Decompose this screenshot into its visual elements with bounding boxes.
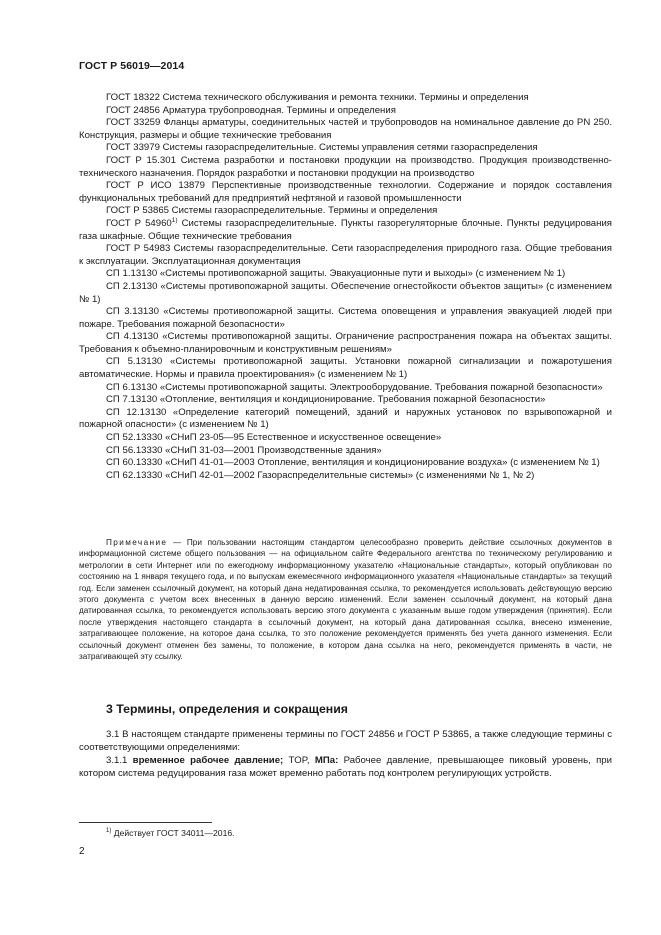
document-header: ГОСТ Р 56019—2014 xyxy=(79,60,185,72)
reference-item-with-footnote xyxy=(79,218,612,243)
reference-item: СП 6.13130 «Системы противопожарной защиты. Электрооборудование. Требования пожарной безопасности» xyxy=(106,381,603,393)
footnote-text: Действует ГОСТ 34011—2016. xyxy=(111,827,235,838)
reference-item: ГОСТ Р ИСО 13879 Перспективные производственные технологии. Содержание и порядок составления функциональных требований для предприятий нефтяной и газовой промышленности xyxy=(79,180,612,204)
section-heading: 3 Термины, определения и сокращения xyxy=(106,702,348,716)
note-text: — При пользовании настоящим стандартом целесообразно проверить действие ссылочных документов в информационной системе общего пользования — на официальном сайте Федерального агентства по техническому регулированию и метрологии в сети Интернет или по ежегодному информационному указателю «Национальные стандарты», который опубликован по состоянию на 1 января текущего года, и по выпускам ежемесячного информационного указателя «Национальные стандарты» за текущий год. Если заменен ссылочный документ, на который дана недатированная ссылка, то рекомендуется использовать действующую версию этого документа с учетом всех внесенных в данную версию изменений. Если заменен ссылочный документ, на который дана датированная ссылка, то рекомендуется использовать версию этого документа с указанным выше годом утверждения (принятия). Если после утверждения настоящего стандарта в ссылочный документ, на который дана датированная ссылка, внесено изменение, затрагивающее положение, на которое дана ссылка, то это положение рекомендуется применять без учета данного изменения. Если ссылочный документ отменен без замены, то положение, в котором дана ссылка на него, рекомендуется применять в части, не затрагивающей эту ссылку. xyxy=(79,538,612,662)
reference-code: ГОСТ Р 54960 xyxy=(106,217,172,229)
reference-item: СП 3.13130 «Системы противопожарной защиты. Система оповещения и управления эвакуацией людей при пожаре. Требования пожарной безопасности» xyxy=(79,306,612,330)
page-number: 2 xyxy=(79,846,85,857)
reference-item: СП 5.13130 «Системы противопожарной защиты. Установки пожарной сигнализации и пожаротушения автоматические. Нормы и правила проектирования» (с изменением № 1) xyxy=(79,356,612,381)
section-intro-paragraph: 3.1 В настоящем стандарте применены термины по ГОСТ 24856 и ГОСТ Р 53865, а также следующие термины с соответствующими определениями: xyxy=(79,729,612,753)
reference-item: ГОСТ Р 15.301 Система разработки и постановки продукции на производство. Продукция производственно-технического назначения. Порядок разработки и постановки продукции на производство xyxy=(79,154,612,179)
reference-item: ГОСТ 33979 Системы газораспределительные. Системы управления сетями газораспределения xyxy=(106,142,538,154)
note-label: Примечание xyxy=(106,538,168,547)
term-number: 3.1.1 xyxy=(106,755,133,767)
footnote-marker: 1) xyxy=(171,216,178,224)
reference-item: ГОСТ 24856 Арматура трубопроводная. Термины и определения xyxy=(106,104,396,116)
normative-references-list xyxy=(79,92,612,482)
reference-item: СП 12.13130 «Определение категорий помещений, зданий и наружных установок по взрывопожарной и пожарной опасности» (с изменением № 1) xyxy=(79,406,612,431)
term-definition-paragraph xyxy=(79,755,612,780)
footnote-divider xyxy=(79,822,212,823)
reference-item: СП 60.13330 «СНиП 41-01—2003 Отопление, вентиляция и кондиционирование воздуха» (с изменением № 1) xyxy=(106,457,600,469)
footnote xyxy=(106,826,235,839)
reference-item: ГОСТ Р 54983 Системы газораспределительные. Сети газораспределения природного газа. Общие требования к эксплуатации. Эксплуатационная документация xyxy=(79,243,612,267)
reference-item: СП 4.13130 «Системы противопожарной защиты. Ограничение распространения пожара на объектах защиты. Требования к объемно-планировочным и конструктивным решениям» xyxy=(79,331,612,355)
term-name: временное рабочее давление; xyxy=(132,755,284,767)
reference-item: ГОСТ 18322 Система технического обслуживания и ремонта техники. Термины и определения xyxy=(106,92,529,103)
term-definition: Рабочее давление, превышающее пиковый уровень, при котором система редуцирования газа может временно работать под контролем регулирующих устройств. xyxy=(79,755,612,779)
footnote-mark: 1) xyxy=(106,828,112,834)
reference-item: СП 1.13130 «Системы противопожарной защиты. Эвакуационные пути и выходы» (с изменением № 1) xyxy=(106,268,566,280)
reference-item: СП 62.13330 «СНиП 42-01—2002 Газораспределительные системы» (с изменениями № 1, № 2) xyxy=(106,469,535,481)
reference-item: СП 52.13330 «СНиП 23-05—95 Естественное и искусственное освещение» xyxy=(106,432,442,444)
reference-item: СП 2.13130 «Системы противопожарной защиты. Обеспечение огнестойкости объектов защиты» (с изменением № 1) xyxy=(79,280,612,305)
section-body xyxy=(79,729,612,781)
note-block xyxy=(79,537,612,662)
term-abbreviation: TOP, xyxy=(283,755,315,767)
reference-title: Системы газораспределительные. Пункты газорегуляторные блочные. Пункты редуцирования газа шкафные. Общие технические требования xyxy=(79,217,612,242)
reference-item: СП 7.13130 «Отопление, вентиляция и кондиционирование. Требования пожарной безопасности» xyxy=(106,394,546,406)
reference-item: СП 56.13330 «СНиП 31-03—2001 Производственные здания» xyxy=(106,444,382,456)
term-unit: МПа: xyxy=(314,755,339,767)
reference-item: ГОСТ 33259 Фланцы арматуры, соединительных частей и трубопроводов на номинальное давление до PN 250. Конструкция, размеры и общие технические требования xyxy=(79,117,612,141)
reference-item: ГОСТ Р 53865 Системы газораспределительные. Термины и определения xyxy=(106,205,438,217)
